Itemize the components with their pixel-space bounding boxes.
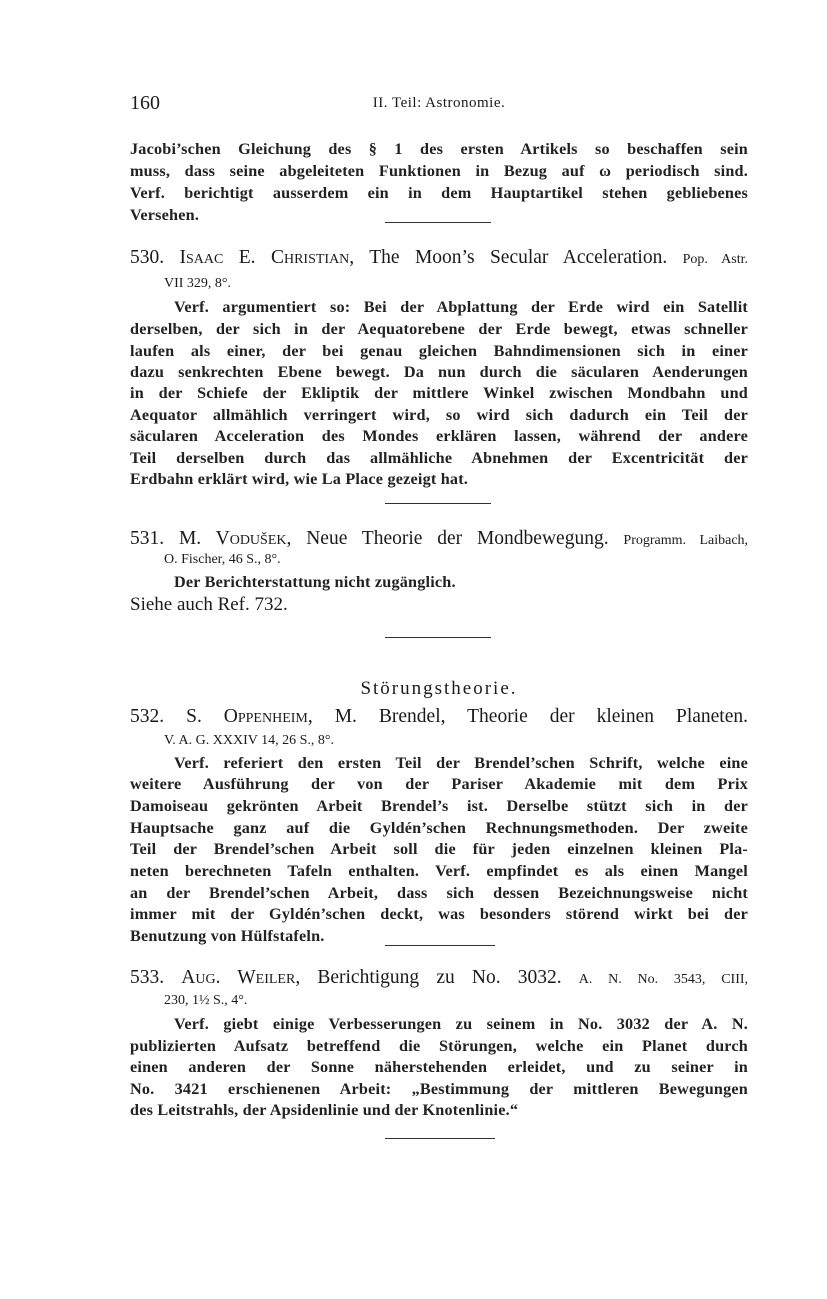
entry-heading-532 — [130, 705, 748, 729]
separator-rule — [385, 945, 495, 946]
entry-source-cont: V. A. G. XXXIV 14, 26 S., 8°. — [164, 733, 334, 748]
entry-heading-530 — [130, 246, 748, 272]
text-line: publizierten Aufsatz betreffend die Störungen, welche ein Planet durch — [130, 1037, 748, 1055]
text-line: neten berechneten Tafeln enthalten. Verf. empfindet es als einen Mangel — [130, 862, 748, 880]
text-line: dazu senkrechten Ebene bewegt. Da nun durch die säcularen Aenderungen — [130, 363, 748, 381]
entry-author: M. Vodušek, — [178, 528, 292, 549]
see-also: Siehe auch Ref. 732. — [130, 594, 288, 615]
text-line: Jacobi’schen Gleichung des § 1 des ersten Artikels so beschaffen sein — [130, 140, 748, 158]
entry-heading-531 — [130, 527, 748, 553]
section-heading: Störungstheorie. — [360, 678, 518, 699]
text-line: Der Berichterstattung nicht zugänglich. — [174, 573, 456, 591]
text-line: Damoiseau gekrönten Arbeit Brendel’s ist. Derselbe stützt sich in der — [130, 797, 748, 815]
running-title: II. Teil: Astronomie. — [372, 95, 506, 111]
entry-title: der — [549, 706, 575, 727]
separator-rule — [385, 637, 491, 638]
text-line: Verf. argumentiert so: Bei der Abplattung der Erde wird ein Satellit — [174, 298, 748, 316]
text-line: Verf. berichtigt ausserdem ein in dem Hauptartikel stehen gebliebenes — [130, 184, 748, 202]
entry-number: 533. — [130, 967, 165, 988]
text-line: Teil derselben durch das allmähliche Abnehmen der Excentricität der — [130, 449, 748, 467]
entry-author: Isaac E. Christian, — [179, 247, 355, 268]
separator-rule — [385, 503, 491, 504]
entry-number: 530. — [130, 247, 165, 268]
text-line: muss, dass seine abgeleiteten Funktionen in Bezug auf ω periodisch sind. — [130, 162, 748, 180]
entry-title: Neue Theorie der Mondbewegung. — [306, 528, 609, 549]
page-number: 160 — [130, 92, 160, 114]
entry-source: Pop. Astr. — [682, 252, 749, 267]
separator-rule — [385, 1138, 495, 1139]
text-line: No. 3421 erschienenen Arbeit: „Bestimmung der mittleren Bewegungen — [130, 1080, 748, 1098]
text-line: an der Brendel’schen Arbeit, dass sich dessen Bezeichnungsweise nicht — [130, 884, 748, 902]
text-line: Hauptsache ganz auf die Gyldén’schen Rechnungsmethoden. Der zweite — [130, 819, 748, 837]
text-line: einen anderen der Sonne näherstehenden erleidet, und zu seiner in — [130, 1058, 748, 1076]
text-line: immer mit der Gyldén’schen deckt, was besonders störend wirkt bei der — [130, 905, 748, 923]
text-line: des Leitstrahls, der Apsidenlinie und der Knotenlinie.“ — [130, 1101, 519, 1119]
entry-source: A. N. No. 3543, CIII, — [578, 972, 749, 987]
entry-title: kleinen — [596, 706, 655, 727]
text-line: Verf. giebt einige Verbesserungen zu seinem in No. 3032 der A. N. — [174, 1015, 748, 1033]
text-line: Benutzung von Hülfstafeln. — [130, 927, 325, 945]
text-line: Teil der Brendel’schen Arbeit soll die für jeden einzelnen kleinen Pla- — [130, 840, 748, 858]
entry-title: Planeten. — [675, 706, 749, 727]
separator-rule — [385, 222, 491, 223]
text-line: weitere Ausführung der von der Pariser Akademie mit dem Prix — [130, 775, 748, 793]
entry-heading-533 — [130, 966, 748, 992]
entry-title: M. Brendel, — [334, 706, 446, 727]
entry-source: Programm. Laibach, — [623, 533, 749, 548]
entry-source-cont: 230, 1½ S., 4°. — [164, 993, 248, 1008]
text-line: derselben, der sich in der Aequatorebene der Erde bewegt, etwas schneller — [130, 320, 748, 338]
entry-title: Theorie — [467, 706, 528, 727]
text-line: Aequator allmählich verringert wird, so wird sich dadurch ein Teil der — [130, 406, 748, 424]
entry-source-cont: O. Fischer, 46 S., 8°. — [164, 552, 281, 567]
entry-source-cont: VII 329, 8°. — [164, 276, 232, 291]
entry-number: 531. — [130, 528, 165, 549]
entry-number: 532. — [130, 706, 165, 727]
entry-author: S. Oppenheim, — [186, 706, 313, 727]
entry-author: Aug. Weiler, — [181, 967, 301, 988]
text-line: Verf. referiert den ersten Teil der Brendel’schen Schrift, welche eine — [174, 754, 748, 772]
text-line: Versehen. — [130, 206, 200, 224]
text-line: in der Schiefe der Ekliptik der mittlere Winkel zwischen Mondbahn und — [130, 384, 748, 402]
page-header — [130, 92, 748, 118]
entry-title: Berichtigung zu No. 3032. — [317, 967, 562, 988]
entry-title: The Moon’s Secular Acceleration. — [369, 247, 668, 268]
text-line: Erdbahn erklärt wird, wie La Place gezeigt hat. — [130, 470, 469, 488]
text-line: säcularen Acceleration des Mondes erklären lassen, während der andere — [130, 427, 748, 445]
text-line: laufen als einer, der bei genau gleichen Bahndimensionen sich in einer — [130, 342, 748, 360]
